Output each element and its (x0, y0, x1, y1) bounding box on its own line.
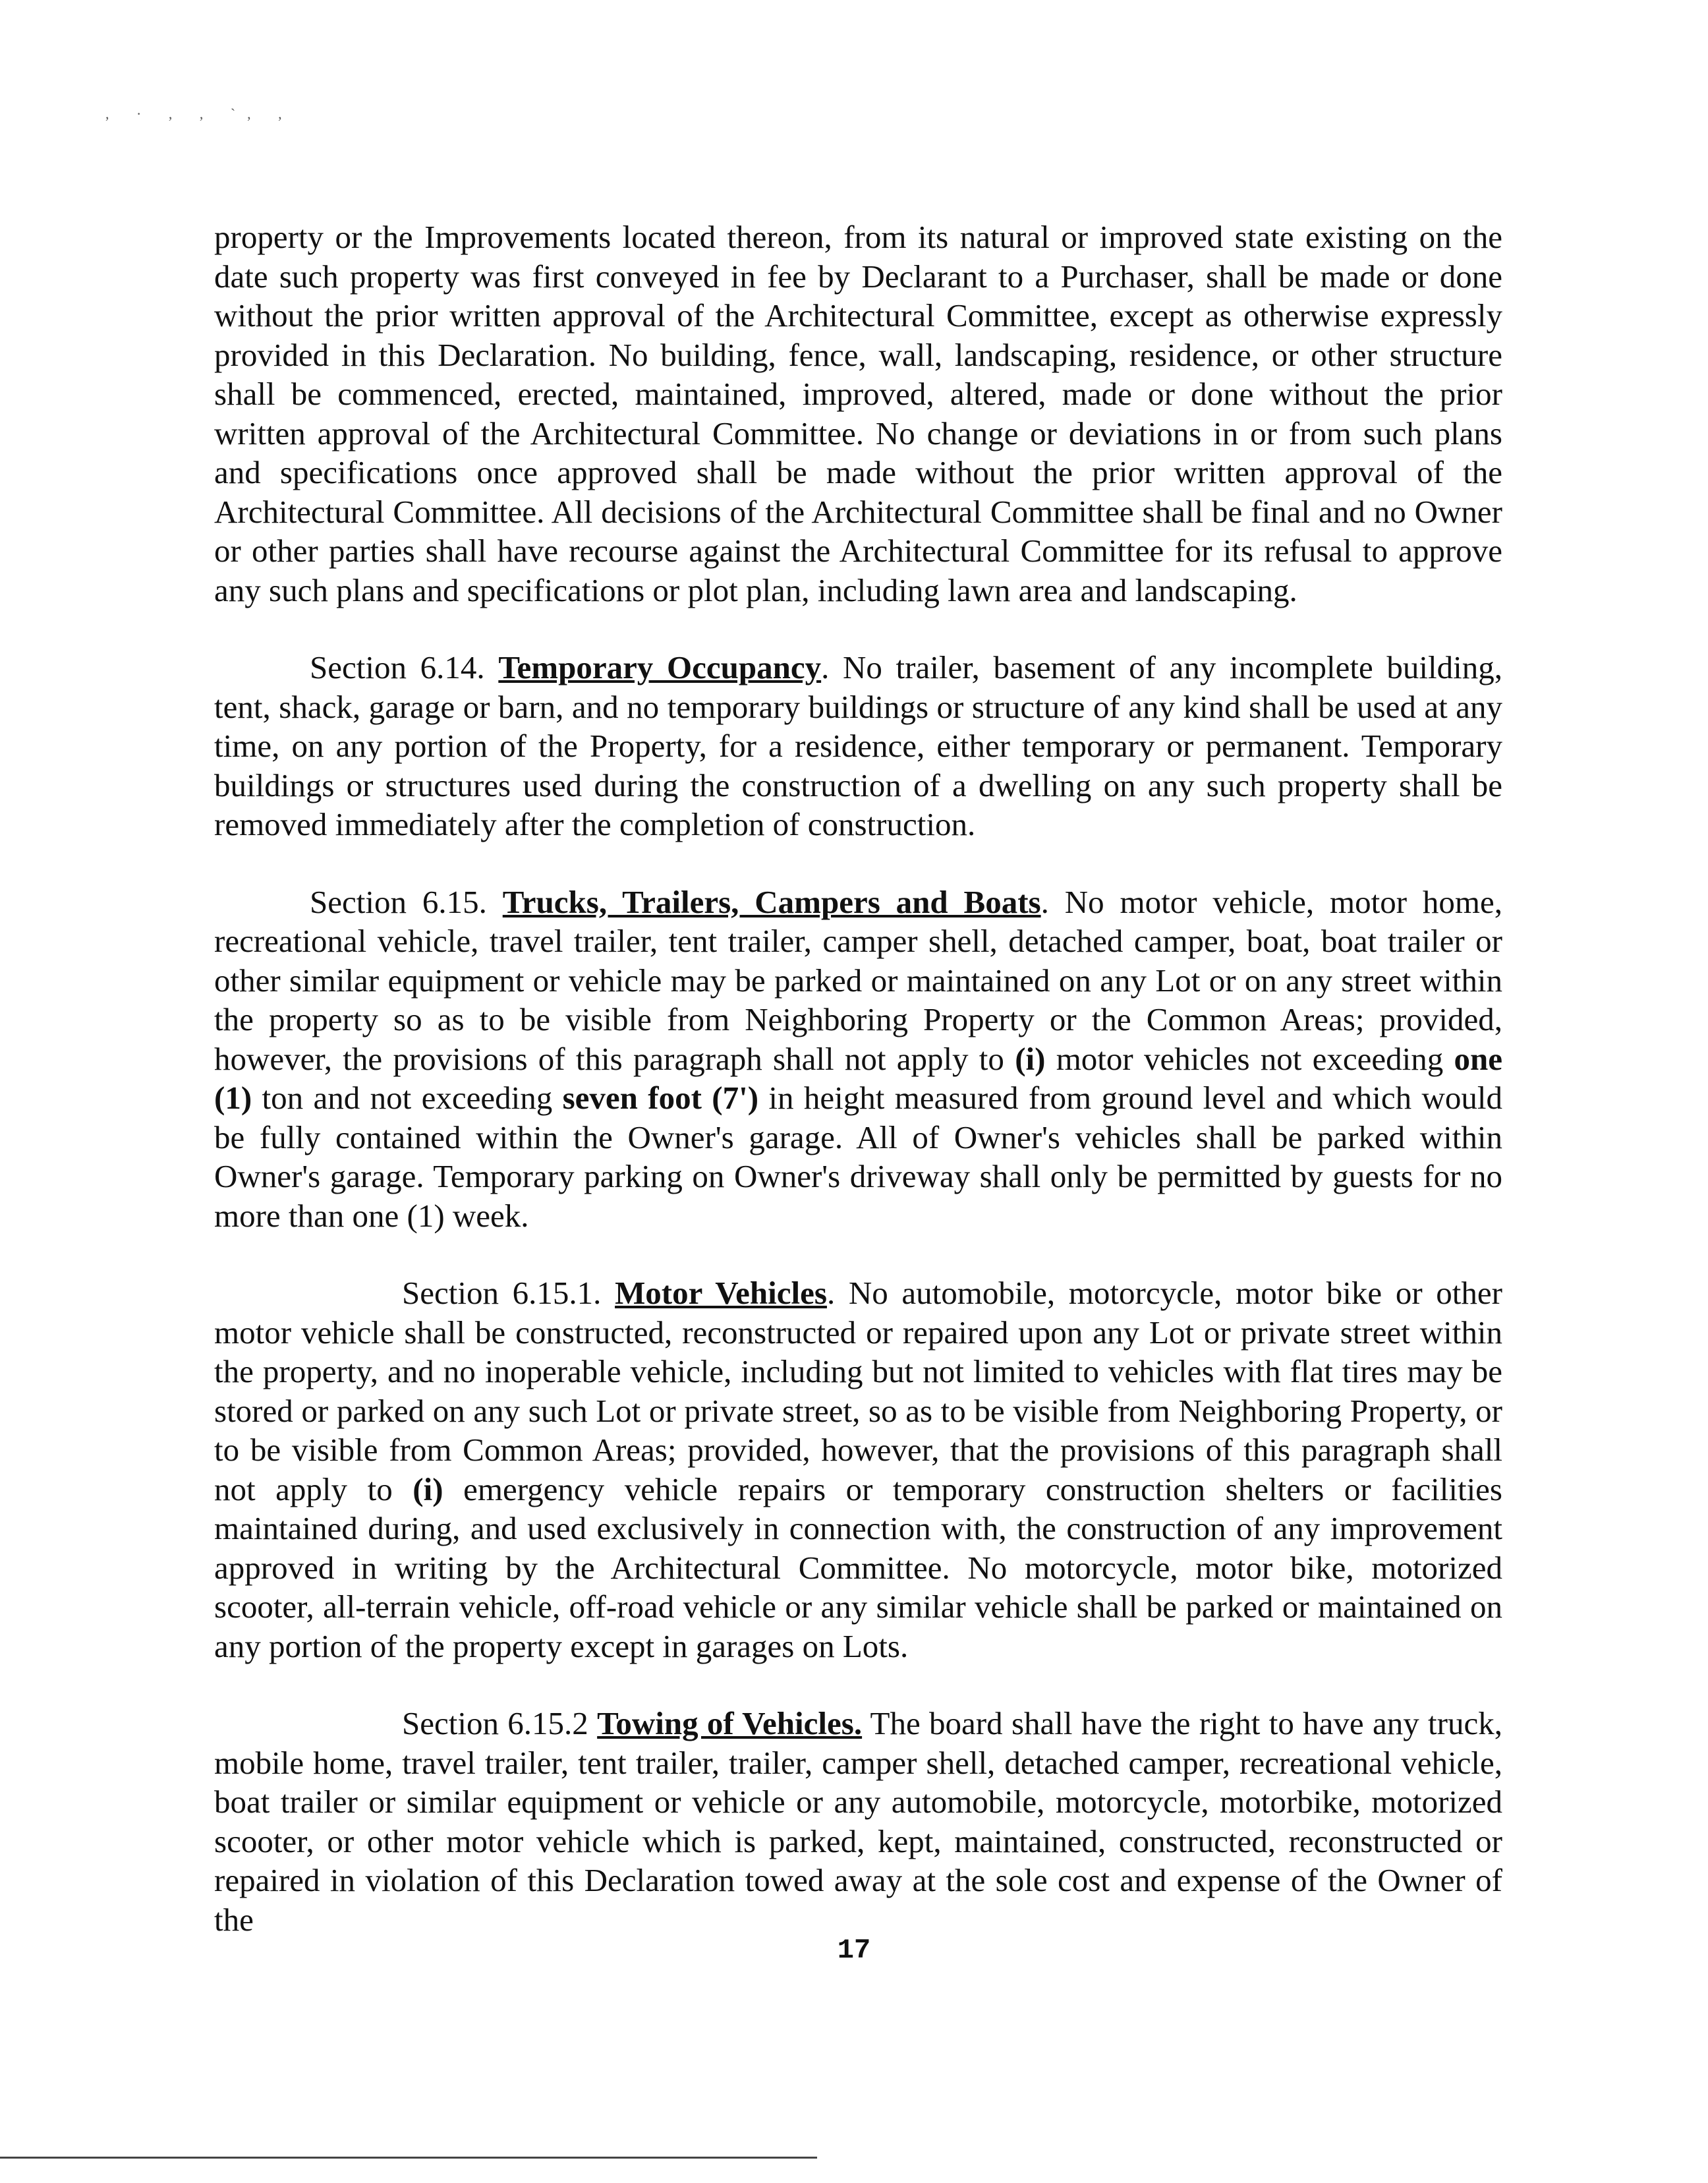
section-number: Section 6.15.1. (402, 1275, 602, 1311)
page-body (214, 218, 1502, 1977)
section-6-15-1 (214, 1273, 1502, 1666)
emphasis-height: seven foot (7') (562, 1080, 759, 1116)
bottom-scan-rule (0, 2157, 817, 2159)
page-number: 17 (837, 1935, 871, 1966)
paragraph-continued: property or the Improvements located thereon, from its natural or improved state existing on the date such property was first conveyed in fee by Declarant to a Purchaser, shall be made or done without the prior written approval of the Architectural Committee, except as otherwise expressly provided in this Declaration. No building, fence, wall, landscaping, residence, or other structure shall be commenced, erected, maintained, improved, altered, made or done without the prior written approval of the Architectural Committee. No change or deviations in or from such plans and specifications once approved shall be made without the prior written approval of the Architectural Committee. All decisions of the Architectural Committee shall be final and no Owner or other parties shall have recourse against the Architectural Committee for its refusal to approve any such plans and specifications or plot plan, including lawn area and landscaping. (214, 219, 1502, 608)
section-text: emergency vehicle repairs or temporary construction shelters or facilities maintained during, and used exclusively in connection with, the construction of any improvement approved in writing by the Architectural Committee. No motorcycle, motor bike, motorized scooter, all-terrain vehicle, off-road vehicle or any similar vehicle shall be parked or maintained on any portion of the property except in garages on Lots. (214, 1470, 1502, 1664)
emphasis-weight: one (1) (214, 1040, 1503, 1116)
section-text: . No motor vehicle, motor home, recreational vehicle, travel trailer, tent trailer, camper shell, detached camper, boat, boat trailer or other similar equipment or vehicle may be parked or maintained on any Lot or on any street within the property so as to be visible from Neighboring Property or the Common Areas; provided, however, the provisions of this paragraph shall not apply to (214, 883, 1503, 1077)
section-heading: Trucks, Trailers, Campers and Boats (502, 883, 1041, 920)
section-6-15 (214, 883, 1502, 1236)
section-number: Section 6.15.2 (402, 1705, 588, 1741)
scan-marks: , · , , `, , (105, 105, 294, 122)
section-number: Section 6.14. (310, 649, 485, 685)
section-text: . No automobile, motorcycle, motor bike or other motor vehicle shall be constructed, reconstructed or repaired upon any Lot or private street within the property, and no inoperable vehicle, including but not limited to vehicles with flat tires may be stored or parked on any such Lot or private street, so as to be visible from Neighboring Property, or to be visible from Common Areas; provided, however, that the provisions of this paragraph shall not apply to (214, 1275, 1502, 1507)
item-marker: (i) (413, 1470, 443, 1507)
section-text: The board shall have the right to have any truck, mobile home, travel trailer, tent trailer, trailer, camper shell, detached camper, recreational vehicle, boat trailer or similar equipment or vehicle or any automobile, motorcycle, motorbike, motorized scooter, or other motor vehicle which is parked, kept, maintained, constructed, reconstructed or repaired in violation of this Declaration towed away at the sole cost and expense of the Owner of the (214, 1705, 1502, 1938)
section-text: ton and not exceeding (252, 1080, 563, 1116)
section-text: . No trailer, basement of any incomplete building, tent, shack, garage or barn, and no temporary buildings or structure of any kind shall be used at any time, on any portion of the Property, for a residence, either temporary or permanent. Temporary buildings or structures used during the construction of a dwelling on any such property shall be removed immediately after the completion of construction. (214, 649, 1502, 842)
section-heading: Temporary Occupancy (498, 649, 822, 685)
section-heading: Motor Vehicles (615, 1275, 827, 1311)
section-number: Section 6.15. (310, 883, 487, 920)
section-text: in height measured from ground level and which would be fully contained within the Owner's garage. All of Owner's vehicles shall be parked within Owner's garage. Temporary parking on Owner's driveway shall only be permitted by guests for no more than one (1) week. (214, 1080, 1503, 1234)
section-text: motor vehicles not exceeding (1045, 1040, 1454, 1077)
section-heading: Towing of Vehicles. (597, 1705, 863, 1741)
section-6-14 (214, 648, 1502, 844)
section-6-15-2 (214, 1704, 1502, 1939)
item-marker: (i) (1015, 1040, 1046, 1077)
